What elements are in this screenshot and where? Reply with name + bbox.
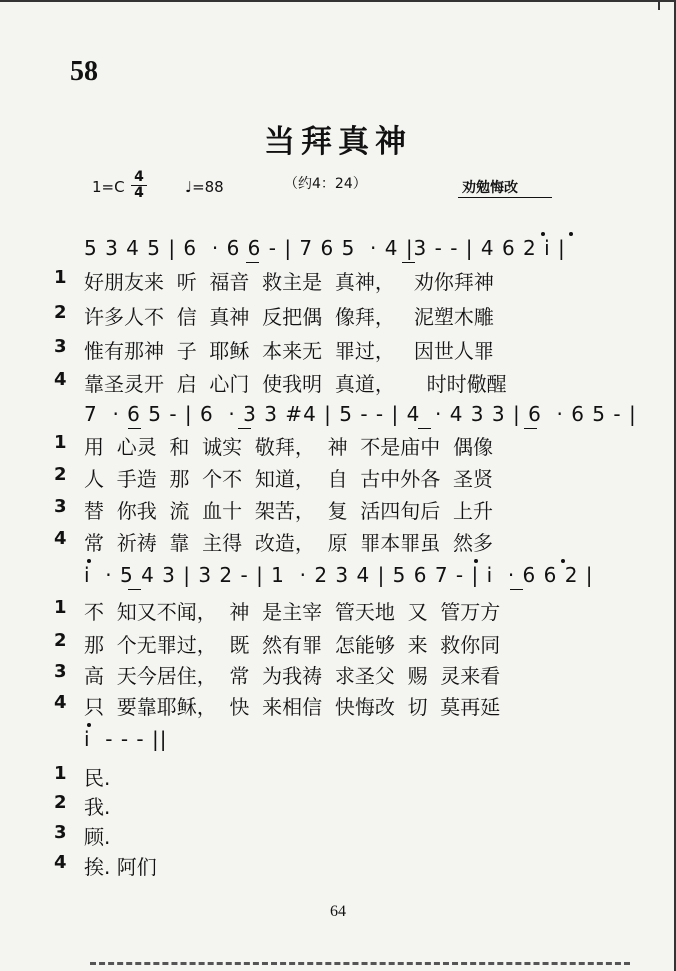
hymn-title: 当拜真神 [264, 124, 412, 160]
revision-note: 劝勉悔改 [462, 180, 518, 196]
lyric-line: 不 知又不闻， 神 是主宰 管天地 又 管万方 [84, 600, 501, 624]
key-signature: 1=C [92, 178, 125, 196]
notation-line-1: 5 3 4 5 | 6 · 6 6 - | 7 6 5 · 4 |3 - - | 4 6 2 i | [84, 236, 566, 260]
note-underline [524, 428, 537, 429]
octave-dot [569, 232, 573, 236]
note-underline [402, 262, 415, 263]
lyric-line: 靠圣灵开 启 心门 使我明 真道， 时时儆醒 [84, 372, 507, 396]
verse-number: 2 [54, 792, 67, 813]
note-underline [246, 262, 259, 263]
time-signature-bottom: 4 [134, 185, 144, 201]
verse-number: 4 [54, 528, 67, 549]
footer-rule [90, 962, 630, 965]
lyric-line: 只 要靠耶稣， 快 来相信 快悔改 切 莫再延 [84, 695, 501, 719]
lyric-line: 我. [84, 795, 111, 819]
octave-dot [87, 559, 91, 563]
verse-number: 2 [54, 302, 67, 323]
verse-number: 4 [54, 852, 67, 873]
lyric-line: 民. [84, 766, 111, 790]
lyric-line: 高 天今居住， 常 为我祷 求圣父 赐 灵来看 [84, 664, 501, 688]
verse-number: 4 [54, 692, 67, 713]
verse-number: 1 [54, 763, 67, 784]
verse-number: 3 [54, 822, 67, 843]
verse-number: 3 [54, 496, 67, 517]
verse-number: 2 [54, 630, 67, 651]
tempo-marking: ♩=88 [185, 178, 224, 196]
verse-number: 1 [54, 597, 67, 618]
lyric-line: 替 你我 流 血十 架苦， 复 活四旬后 上升 [84, 499, 494, 523]
verse-number: 3 [54, 661, 67, 682]
lyric-line: 惟有那神 子 耶稣 本来无 罪过， 因世人罪 [84, 339, 494, 363]
note-underline [238, 428, 251, 429]
page-number: 64 [330, 903, 346, 920]
notation-line-4: i - - - || [84, 727, 168, 751]
notation-line-2: 7 · 6 5 - | 6 · 3 3 #4 | 5 - - | 4 · 4 3 3 | 6 · 6 5 - | [84, 402, 637, 426]
octave-dot [541, 232, 545, 236]
lyric-line: 常 祈祷 靠 主得 改造， 原 罪本罪虽 然多 [84, 531, 494, 555]
notation-line-3: i · 5 4 3 | 3 2 - | 1 · 2 3 4 | 5 6 7 - | i · 6 6 2 | [84, 563, 594, 587]
verse-number: 4 [54, 369, 67, 390]
lyric-line: 用 心灵 和 诚实 敬拜， 神 不是庙中 偶像 [84, 435, 494, 459]
note-underline [128, 589, 141, 590]
time-signature [130, 170, 148, 201]
verse-number: 2 [54, 464, 67, 485]
lyric-line: 许多人不 信 真神 反把偶 像拜， 泥塑木雕 [84, 305, 494, 329]
octave-dot [474, 559, 478, 563]
note-underline [418, 428, 431, 429]
lyric-line: 那 个无罪过， 既 然有罪 怎能够 来 救你同 [84, 633, 501, 657]
verse-number: 3 [54, 336, 67, 357]
octave-dot [87, 723, 91, 727]
hymn-number: 58 [70, 56, 98, 87]
page-border-top [0, 0, 676, 2]
lyric-line: 好朋友来 听 福音 救主是 真神， 劝你拜神 [84, 270, 494, 294]
revision-underline [458, 197, 552, 198]
note-underline [128, 428, 141, 429]
corner-mark [658, 0, 666, 10]
lyric-line: 人 手造 那 个不 知道， 自 古中外各 圣贤 [84, 467, 494, 491]
note-underline [510, 589, 523, 590]
verse-number: 1 [54, 267, 67, 288]
lyric-line: 挨. 阿们 [84, 855, 157, 879]
octave-dot [561, 559, 565, 563]
scripture-reference: （约4：24） [284, 176, 367, 192]
time-signature-top: 4 [134, 169, 144, 185]
verse-number: 1 [54, 432, 67, 453]
lyric-line: 顾. [84, 825, 111, 849]
